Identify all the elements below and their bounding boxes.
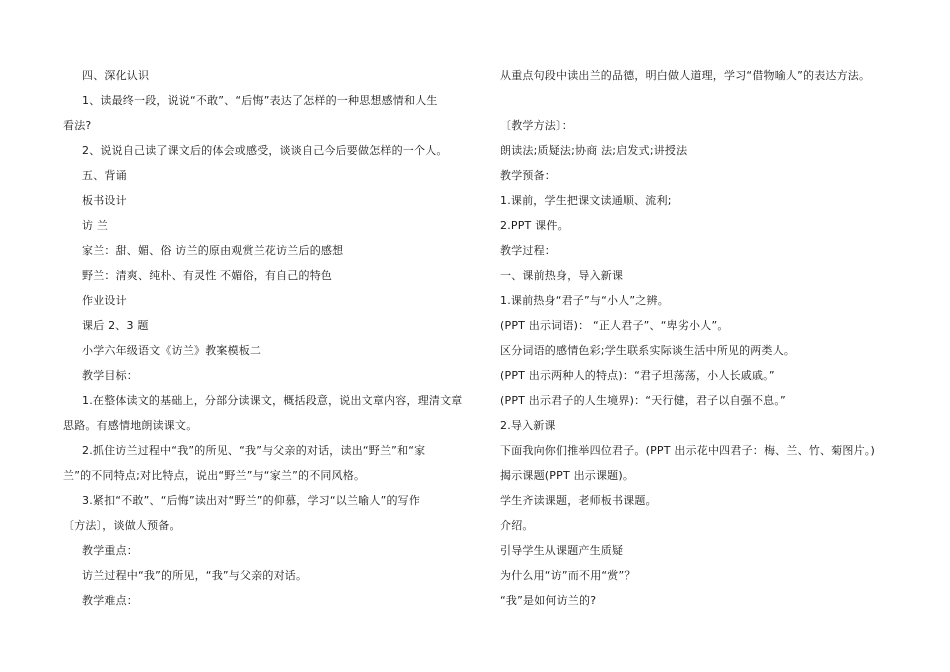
text-line: “我”是如何访兰的? [500, 594, 597, 607]
text-line: 家兰：甜、媚、俗 访兰的原由观赏兰花访兰后的感想 [82, 244, 344, 257]
text-line: 下面我向你们推举四位君子。(PPT 出示花中四君子：梅、兰、竹、菊图片。) [500, 444, 875, 457]
text-line: 1.在整体读文的基础上，分部分读课文，概括段意，说出文章内容，理清文章 [82, 394, 463, 407]
text-line: 3.紧扣“不敢”、“后悔”读出对“野兰”的仰慕，学习“以兰喻人”的写作 [82, 494, 421, 507]
text-line: 介绍。 [500, 519, 534, 532]
text-line: 教学目标： [82, 369, 138, 382]
text-line: 兰”的不同特点;对比特点，说出“野兰”与“家兰”的不同风格。 [63, 469, 366, 482]
text-line: 〔教学方法〕： [500, 119, 573, 132]
text-line: 〔方法〕，谈做人预备。 [63, 519, 181, 532]
text-line: 朗读法;质疑法;协商 法;启发式;讲授法 [500, 144, 688, 157]
text-line: (PPT 出示君子的人生境界)：“天行健，君子以自强不息。” [500, 394, 786, 407]
text-line: 看法? [63, 119, 92, 132]
text-line: 1.课前，学生把课文读通顺、流利; [500, 194, 672, 207]
text-line: 野兰：清爽、纯朴、有灵性 不媚俗，有自己的特色 [82, 269, 333, 282]
text-line: 思路。有感情地朗读课文。 [63, 419, 198, 432]
text-line: 区分词语的感情色彩;学生联系实际谈生活中所见的两类人。 [500, 344, 796, 357]
text-line: 为什么用“访”而不用“赏”？ [500, 569, 636, 582]
text-line: 揭示课题(PPT 出示课题)。 [500, 469, 635, 482]
text-line: 引导学生从课题产生质疑 [500, 544, 624, 557]
text-line: 教学重点： [82, 544, 138, 557]
text-line: 1.课前热身“君子”与“小人”之辨。 [500, 294, 669, 307]
text-line: 访兰过程中“我”的所见，“我”与父亲的对话。 [82, 569, 308, 582]
text-line: 2.导入新课 [500, 419, 556, 432]
text-line: (PPT 出示两种人的特点)：“君子坦荡荡，小人长戚戚。” [500, 369, 775, 382]
text-line: 课后 2、3 题 [82, 319, 149, 332]
section-heading: 四、深化认识 [82, 69, 150, 82]
text-line: 教学难点： [82, 594, 138, 607]
text-line: 2.抓住访兰过程中“我”的所见、“我”与父亲的对话，读出“野兰”和“家 [82, 444, 426, 457]
text-line: 教学过程： [500, 244, 556, 257]
text-line: 1、读最终一段，说说“不敢”、“后悔”表达了怎样的一种思想感情和人生 [82, 94, 438, 107]
text-line: 学生齐读课题，老师板书课题。 [500, 494, 657, 507]
text-line: 2、说说自己读了课文后的体会或感受，谈谈自己今后要做怎样的一个人。 [82, 144, 448, 157]
text-line: (PPT 出示词语)： “正人君子”、“卑劣小人”。 [500, 319, 729, 332]
text-line: 2.PPT 课件。 [500, 219, 569, 232]
text-line: 教学预备： [500, 169, 556, 182]
text-line: 板书设计 [82, 194, 127, 207]
document-subtitle: 小学六年级语文《访兰》教案模板二 [82, 344, 262, 357]
section-heading: 一、课前热身，导入新课 [500, 269, 624, 282]
text-line: 访 兰 [82, 219, 109, 232]
text-line: 作业设计 [82, 294, 127, 307]
section-heading: 五、背诵 [82, 169, 127, 182]
text-line: 从重点句段中读出兰的品德，明白做人道理，学习“借物喻人”的表达方法。 [500, 69, 871, 82]
